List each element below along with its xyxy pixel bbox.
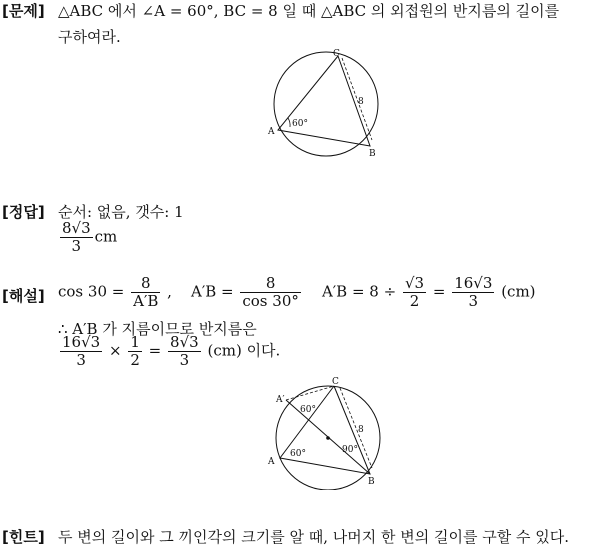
answer-label: [정답] — [2, 203, 45, 221]
answer-fraction: $\frac{8√3}{3}$ — [62, 219, 91, 255]
vertex-c-label-2: C — [332, 377, 339, 387]
problem-line-2: 구하여라. — [58, 28, 121, 46]
solution-line-2: ∴ A′B 가 지름이므로 반지름은 — [58, 320, 257, 338]
vertex-a-prime-label: A′ — [276, 395, 285, 405]
angle-label-c: 90° — [342, 445, 358, 455]
problem-label: [문제] — [2, 2, 45, 20]
answer-unit: cm — [94, 227, 118, 246]
side-bc-dash-2 — [340, 388, 372, 468]
solution-line-3: $\frac{16√3}{3}$ × $\frac{1}{2}$ = $\frac{8√3}{3}$ (cm) 이다. — [62, 333, 281, 369]
problem-text-1: △ABC 에서 ∠A = 60°, BC = 8 일 때 △ABC 의 외접원의 반지름의 길이를 — [58, 2, 560, 20]
chord-a-prime-c — [286, 386, 334, 400]
side-label-2: 8 — [358, 425, 364, 435]
hint-label: [힌트] — [2, 528, 45, 546]
hint-text: 두 변의 길이와 그 끼인각의 크기를 알 때, 나머지 한 변의 길이를 구할 수 있다. — [58, 528, 569, 546]
center-point — [326, 436, 330, 440]
side-bc-dash — [342, 58, 372, 140]
angle-label-a: 60° — [290, 449, 306, 459]
vertex-a-label-2: A — [268, 457, 275, 467]
vertex-c-label: C — [333, 49, 340, 59]
triangle-abc — [278, 56, 370, 146]
angle-label-a-prime: 60° — [300, 405, 316, 415]
answer-line-1: 순서: 없음, 갯수: 1 — [58, 203, 184, 221]
solution-label: [해설] — [2, 287, 45, 305]
vertex-b-label: B — [369, 149, 376, 159]
vertex-b-label-2: B — [368, 477, 375, 487]
problem-line-1 — [58, 0, 559, 21]
solution-line-1: cos 30 = $\frac{8}{A'B}$ , A′B = $\frac{8}{\cos 30^\circ}$ A′B = 8 ÷ $\frac{√3}{2}$ = $\frac{16√3}{3}$ (cm) — [58, 274, 536, 310]
vertex-a-label: A — [268, 127, 275, 137]
angle-label: 60° — [292, 119, 308, 129]
diameter-construction-figure — [262, 374, 392, 490]
angle-a-arc — [288, 118, 290, 127]
triangle-circumcircle-figure — [262, 48, 386, 160]
side-label: 8 — [358, 97, 364, 107]
answer-value — [58, 220, 117, 255]
